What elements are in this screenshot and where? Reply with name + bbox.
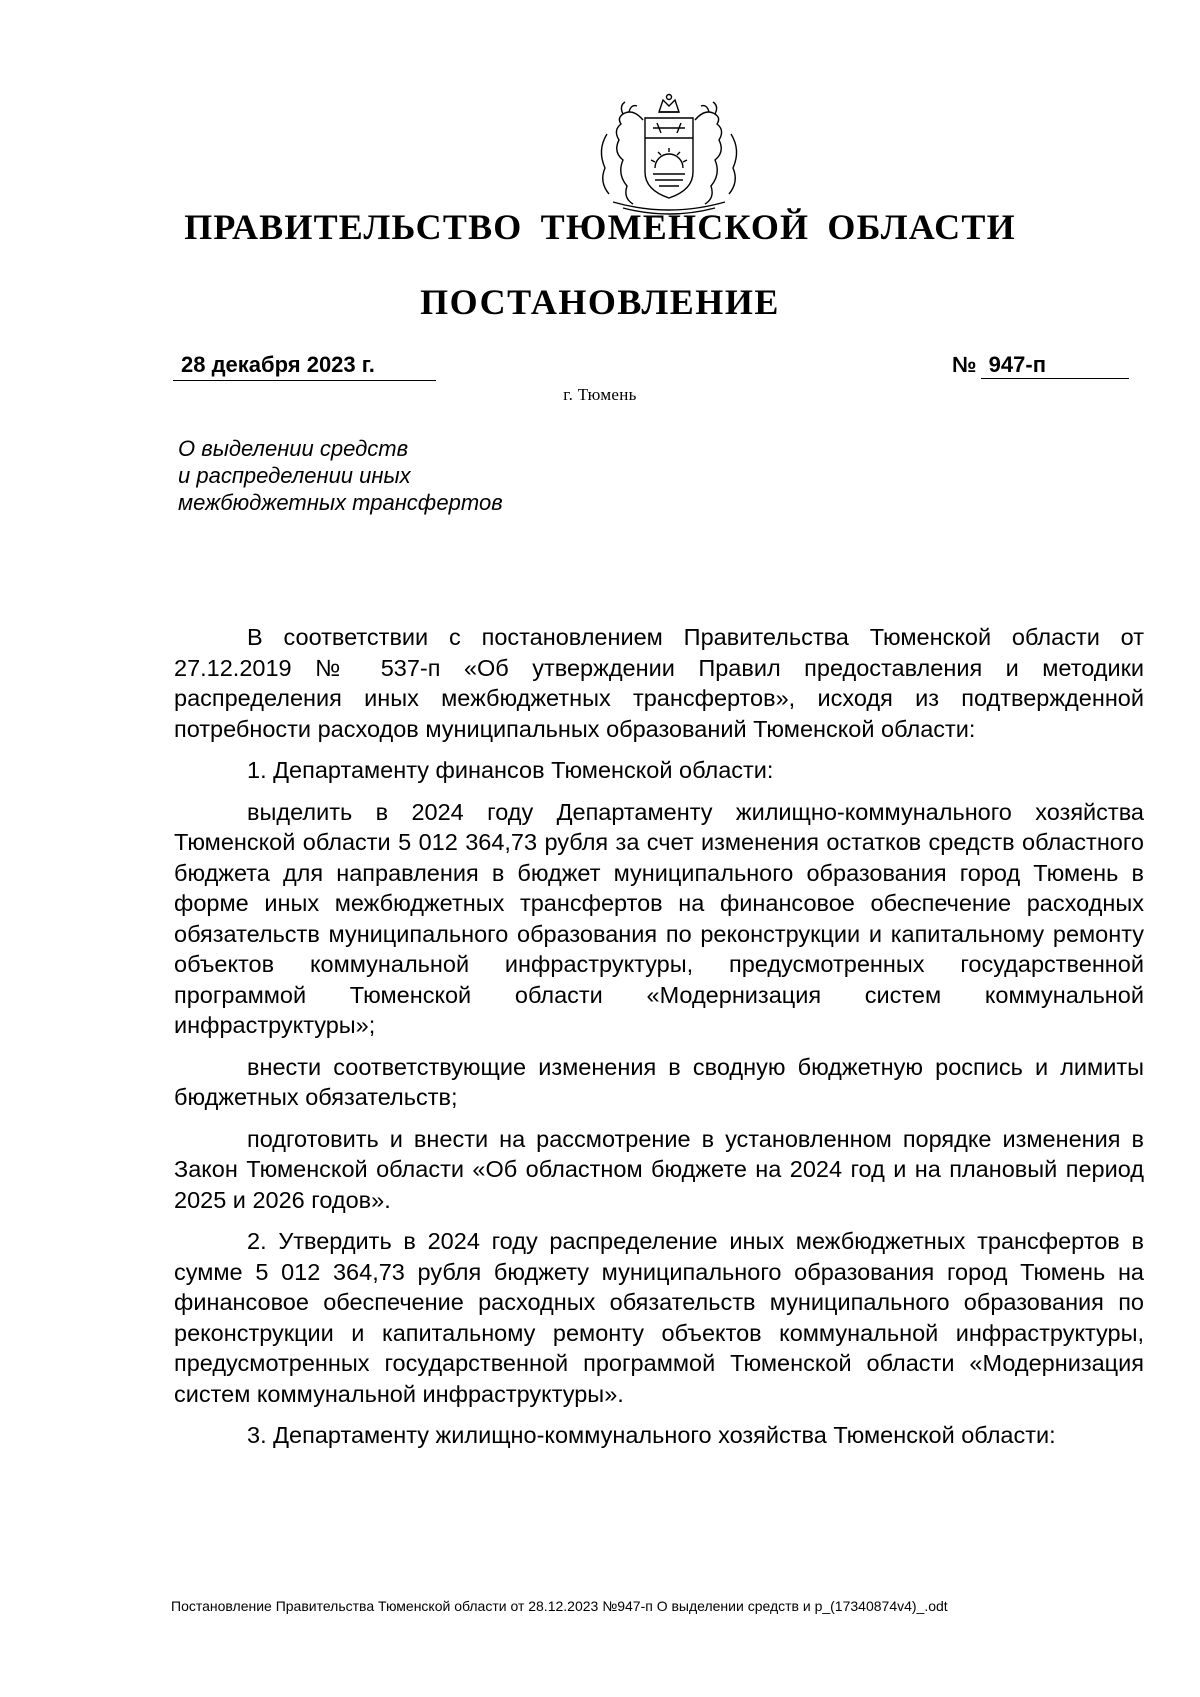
tyumen-coat-of-arms-icon [583,90,755,220]
body-paragraph: выделить в 2024 году Департаменту жилищно-коммунального хозяйства Тюменской области 5 012 364,73 рубля за счет изменения остатков средств областного бюджета для направления в бюджет муниципального образования город Тюмень в форме иных межбюджетных трансфертов на финансовое обеспечение расходных обязательств муниципального образования по реконструкции и капитальному ремонту объектов коммунальной инфраструктуры, предусмотренных государственной программой Тюменской области «Модернизация систем коммунальной инфраструктуры»; [174,798,1144,1038]
document-type-title: ПОСТАНОВЛЕНИЕ [420,282,780,322]
document-body [174,622,1144,1462]
organization-title: ПРАВИТЕЛЬСТВО ТЮМЕНСКОЙ ОБЛАСТИ [184,207,1016,247]
document-date: 28 декабря 2023 г. [173,352,436,381]
number-sign: № [952,352,977,377]
body-paragraph: 2. Утвердить в 2024 году распределение иных межбюджетных трансфертов в сумме 5 012 364,73 рубля бюджету муниципального образования город Тюмень на финансовое обеспечение расходных обязательств муниципального образования по реконструкции и капитальному ремонту объектов коммунальной инфраструктуры, предусмотренных государственной программой Тюменской области «Модернизация систем коммунальной инфраструктуры». [174,1228,1144,1407]
body-paragraph: подготовить и внести на рассмотрение в установленном порядке изменения в Закон Тюменской области «Об областном бюджете на 2024 год и на плановый период 2025 и 2026 годов». [174,1125,1144,1213]
subject-line: межбюджетных трансфертов [178,490,503,515]
body-paragraph: В соответствии с постановлением Правительства Тюменской области от 27.12.2019 № 537-п «Об утверждении Правил предоставления и методики распределения иных межбюджетных трансфертов», исходя из подтвержденной потребности расходов муниципальных образований Тюменской области: [174,624,1144,742]
subject-line: и распределении иных [178,463,411,488]
body-paragraph: 1. Департаменту финансов Тюменской области: [247,757,774,783]
body-paragraph: 3. Департаменту жилищно-коммунального хозяйства Тюменской области: [247,1422,1056,1448]
page-footer: Постановление Правительства Тюменской области от 28.12.2023 №947-п О выделении средств и р_(17340874v4)_.odt [171,1598,948,1614]
document-subject [178,435,678,516]
number-value: 947-п [981,352,1129,379]
body-paragraph: внести соответствующие изменения в сводную бюджетную роспись и лимиты бюджетных обязательств; [174,1053,1144,1110]
subject-line: О выделении средств [178,436,409,461]
document-city: г. Тюмень [563,385,637,404]
document-number [952,352,1132,381]
